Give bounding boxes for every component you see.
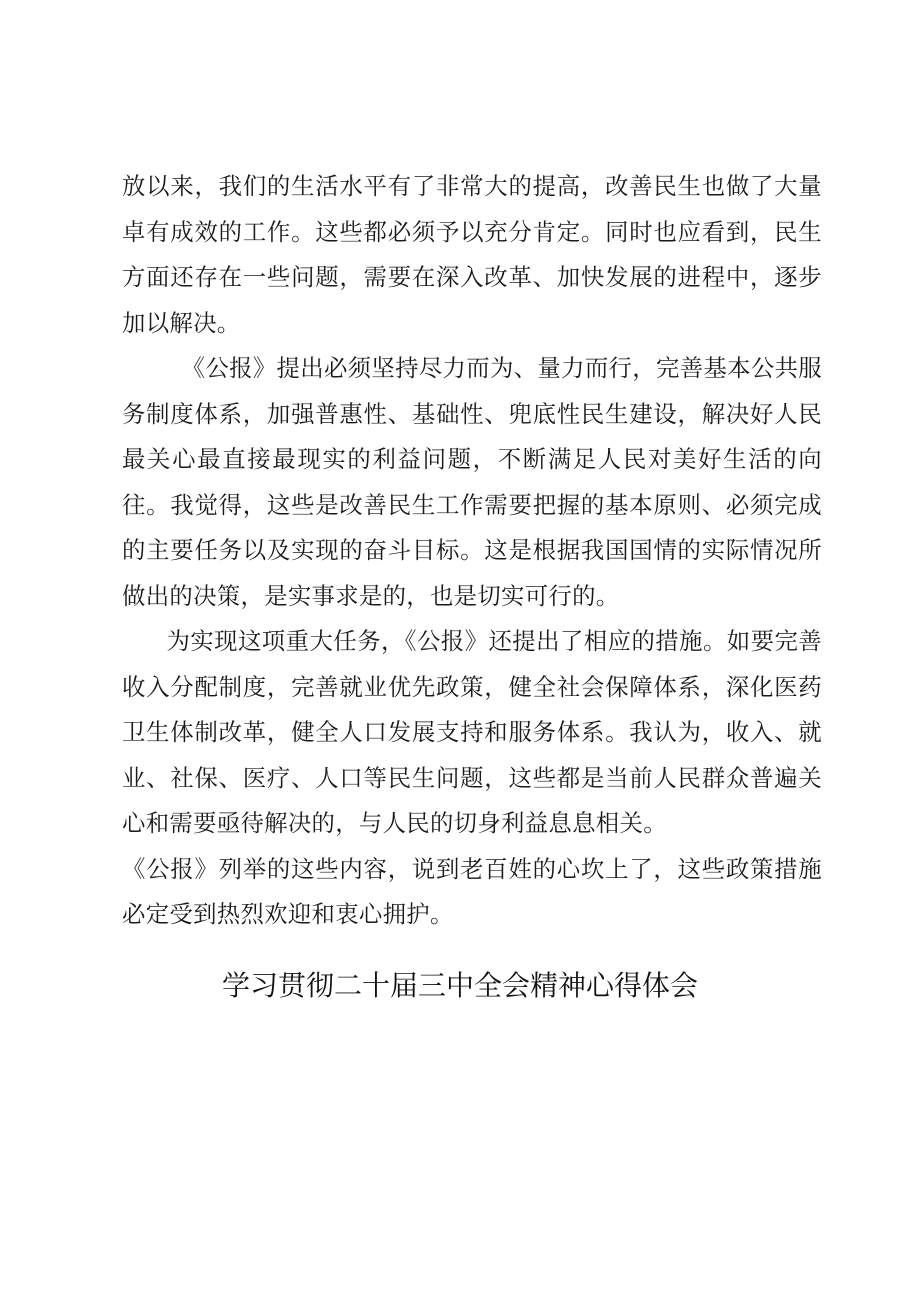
- paragraph-continuation: 放以来，我们的生活水平有了非常大的提高，改善民生也做了大量卓有成效的工作。这些都必须予以充分肯定。同时也应看到，民生方面还存在一些问题，需要在深入改革、加快发展的进程中，逐步加以解决。: [122, 172, 822, 337]
- document-body: [122, 164, 822, 938]
- paragraph-conclusion: 《公报》列举的这些内容，说到老百姓的心坎上了，这些政策措施必定受到热烈欢迎和衷心拥护。: [122, 854, 822, 928]
- paragraph-measures: 为实现这项重大任务，《公报》还提出了相应的措施。如要完善收入分配制度，完善就业优先政策，健全社会保障体系，深化医药卫生体制改革，健全人口发展支持和服务体系。我认为，收入、就业、社保、医疗、人口等民生问题，这些都是当前人民群众普遍关心和需要亟待解决的，与人民的切身利益息息相关。: [122, 627, 822, 837]
- section-title: 学习贯彻二十届三中全会精神心得体会: [221, 969, 698, 1002]
- paragraph-principles: 《公报》提出必须坚持尽力而为、量力而行，完善基本公共服务制度体系，加强普惠性、基础性、兜底性民生建设，解决好人民最关心最直接最现实的利益问题，不断满足人民对美好生活的向往。我觉得，这些是改善民生工作需要把握的基本原则、必须完成的主要任务以及实现的奋斗目标。这是根据我国国情的实际情况所做出的决策，是实事求是的，也是切实可行的。: [122, 354, 822, 610]
